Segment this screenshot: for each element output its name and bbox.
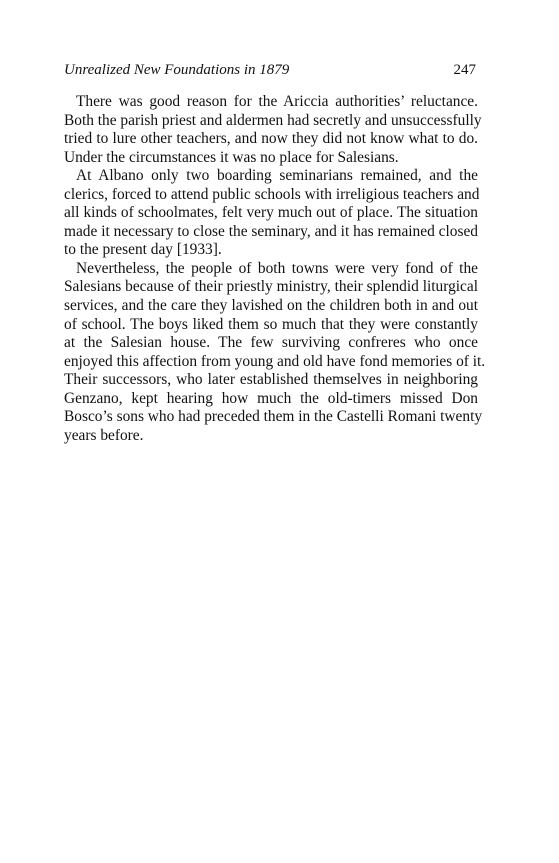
text-line: to the present day [1933]. [64,241,222,259]
text-line: Bosco’s sons who had preceded them in the Castelli Romani twenty [64,408,483,426]
running-head [64,60,476,80]
text-line: There was good reason for the Ariccia authorities’ reluctance. [76,93,478,110]
text-line: of school. The boys liked them so much that they were constantly [64,315,478,333]
text-line: services, and the care they lavished on the children both in and out [64,297,478,315]
text-line: enjoyed this affection from young and old have fond memories of it. [64,352,486,370]
running-title: Unrealized New Foundations in 1879 [64,62,290,78]
body-text [64,93,486,445]
text-line: at the Salesian house. The few surviving confreres who once [64,334,478,352]
text-line: Their successors, who later established themselves in neighboring [64,371,478,389]
page-number: 247 [453,62,476,78]
text-line: Genzano, kept hearing how much the old-timers missed Don [64,389,478,407]
text-line: tried to lure other teachers, and now they did not know what to do. [64,130,478,148]
text-line: Nevertheless, the people of both towns were very fond of the [76,259,478,277]
text-line: clerics, forced to attend public schools with irreligious teachers and [64,185,480,203]
text-line: all kinds of schoolmates, felt very much out of place. The situation [64,204,478,222]
text-line: Salesians because of their priestly ministry, their splendid liturgical [64,278,478,296]
text-line: made it necessary to close the seminary, and it has remained closed [64,222,478,240]
text-line: Under the circumstances it was no place for Salesians. [64,148,399,166]
text-line: At Albano only two boarding seminarians remained, and the [76,167,478,185]
text-line: years before. [64,426,144,444]
text-line: Both the parish priest and aldermen had secretly and unsuccessfully [64,111,482,129]
